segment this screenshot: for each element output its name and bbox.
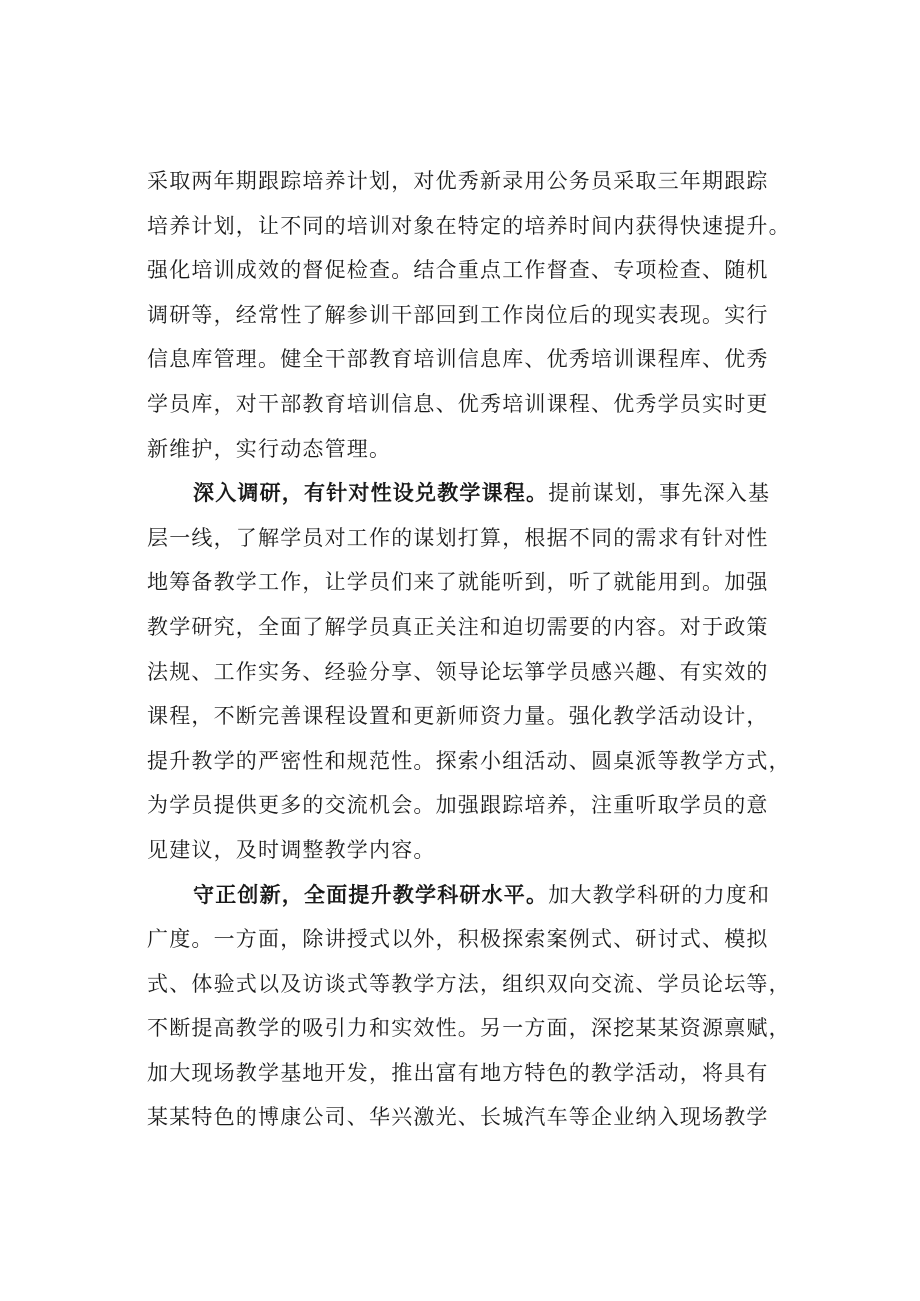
paragraph-first-line — [147, 471, 807, 516]
text-line: 法规、工作实务、经验分享、领导论坛箏学员感兴趣、有实效的 — [147, 659, 769, 684]
text-line: 调研等，经常性了解参训干部回到工作岗位后的现实表现。实行 — [147, 302, 769, 327]
text-line: 式、体验式以及访谈式等教学方法，组织双向交流、学员论坛等， — [147, 971, 791, 996]
paragraph-research-curriculum — [147, 471, 807, 872]
text-line: 采取两年期跟踪培养计划，对优秀新录用公务员采取三年期跟踪 — [147, 169, 769, 193]
text-line: 广度。一方面，除讲授式以外，积极探索案例式、研讨式、模拟 — [147, 927, 769, 952]
text-line: 强化培训成效的督促检查。结合重点工作督查、专项检查、随机 — [147, 258, 769, 283]
text-line: 地筹备教学工作，让学员们来了就能听到，听了就能用到。加强 — [147, 570, 769, 595]
text-line: 教学研究，全面了解学员真正关注和迫切需要的内容。对于政策 — [147, 614, 769, 639]
text-line: 新维护，实行动态管理。 — [147, 436, 392, 461]
text-line: 层一线，了解学员对工作的谋划打算，根据不同的需求有针对性 — [147, 525, 769, 550]
text-line: 见建议，及时调整教学内容。 — [147, 837, 436, 862]
document-body — [147, 159, 807, 1140]
text-line: 为学员提供更多的交流机会。加强跟踪培养，注重听取学员的意 — [147, 793, 769, 818]
paragraph-first-line — [147, 873, 807, 918]
text-line: 学员库，对干部教育培训信息、优秀培训课程、优秀学员实时更 — [147, 391, 769, 416]
text-line: 加大现场教学基地开发，推出富有地方特色的教学活动，将具有 — [147, 1060, 769, 1085]
paragraph-heading: 守正创新，全面提升教学科研水平。 — [193, 881, 549, 907]
paragraph-innovation-research — [147, 873, 807, 1141]
text-line: 某某特色的博康公司、华兴激光、长城汽车等企业纳入现场教学 — [147, 1105, 769, 1130]
paragraph-heading: 深入调研，有针对性设兑教学课程。 — [193, 480, 549, 506]
text-line: 培养计划，让不同的培训对象在特定的培养时间内获得快速提升。 — [147, 213, 791, 238]
paragraph-heading-rest: 提前谋划，事先深入基 — [548, 481, 771, 506]
text-line: 不断提高教学的吸引力和实效性。另一方面，深挖某某资源禀赋， — [147, 1016, 791, 1041]
text-line: 信息库管理。健全干部教育培训信息库、优秀培训课程库、优秀 — [147, 347, 769, 372]
text-line: 提升教学的严密性和规范性。探索小组活动、圆桌派等教学方式， — [147, 748, 791, 773]
paragraph-tracking-training — [147, 159, 807, 471]
paragraph-heading-rest: 加大教学科研的力度和 — [548, 882, 771, 907]
text-line: 课程，不断完善课程设置和更新师资力量。强化教学活动设计， — [147, 704, 769, 729]
